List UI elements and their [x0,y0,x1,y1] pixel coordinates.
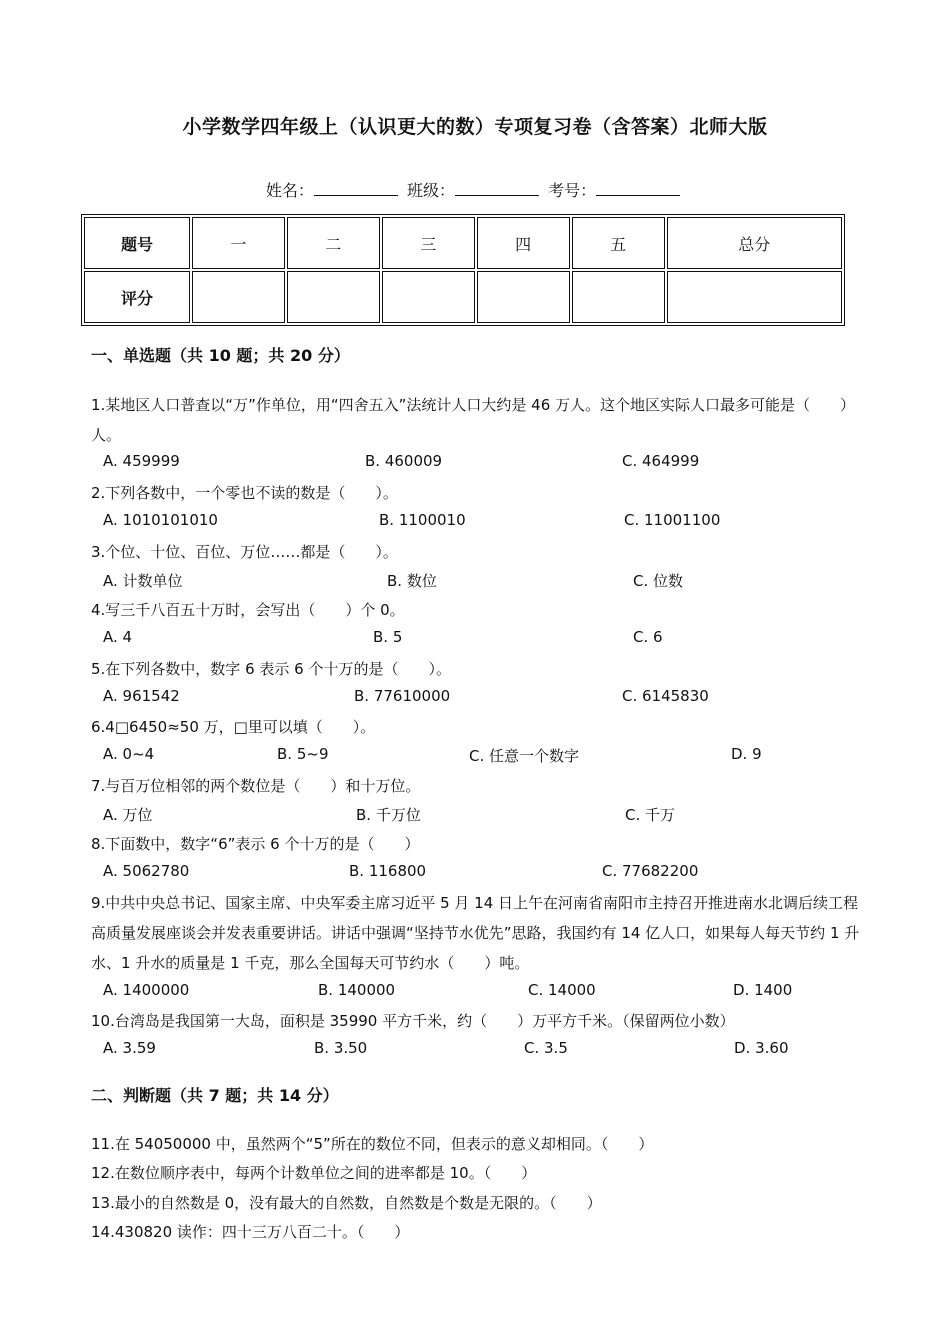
option[interactable]: C. 6145830 [622,687,709,705]
question-8-options [103,862,863,886]
score-cell-header: 四 [477,217,570,269]
question-9: 9.中共中央总书记、国家主席、中央军委主席习近平 5 月 14 日上午在河南省南阳市主持召开推进南水北调后续工程高质量发展座谈会并发表重要讲话。讲话中强调“坚持节水优先”思路，我国约有 14 亿人口，如果每人每天节约 1 升水、1 升水的质量是 1 千克，那么全国每天可节约水（ ）吨。 [91,894,860,972]
score-input-cell[interactable] [382,271,475,323]
question-1: 1.某地区人口普查以“万”作单位，用“四舍五入”法统计人口大约是 46 万人。这个地区实际人口最多可能是（ ）人。 [91,396,856,444]
option[interactable]: A. 459999 [103,452,180,470]
score-cell-header: 题号 [84,217,190,269]
question-7: 7.与百万位相邻的两个数位是（ ）和十万位。 [91,777,421,795]
question-12: 12.在数位顺序表中，每两个计数单位之间的进率都是 10。（ ） [91,1164,537,1182]
score-cell-header: 二 [287,217,380,269]
option[interactable]: D. 1400 [733,981,793,999]
section-2-heading: 二、判断题（共 7 题；共 14 分） [91,1086,339,1105]
name-label: 姓名： [265,181,314,200]
question-3: 3.个位、十位、百位、万位……都是（ ）。 [91,543,398,561]
question-4: 4.写三千八百五十万时，会写出（ ）个 0。 [91,601,405,619]
question-3-options [103,570,863,594]
option[interactable]: A. 4 [103,628,133,646]
score-cell-header: 五 [572,217,665,269]
option[interactable]: B. 5 [373,628,403,646]
option[interactable]: C. 位数 [633,572,684,590]
score-row-label: 评分 [84,271,190,323]
score-input-cell[interactable] [667,271,842,323]
exam-label: 考号： [548,181,597,200]
question-10-options [103,1039,863,1063]
score-input-cell[interactable] [572,271,665,323]
score-table-header-row [84,217,842,269]
question-4-options [103,628,863,652]
question-5: 5.在下列各数中，数字 6 表示 6 个十万的是（ ）。 [91,660,451,678]
score-input-cell[interactable] [192,271,285,323]
score-cell-header: 一 [192,217,285,269]
option[interactable]: C. 464999 [622,452,700,470]
question-6-options [103,745,863,769]
option[interactable]: C. 14000 [528,981,596,999]
exam-blank[interactable] [596,181,680,196]
question-10: 10.台湾岛是我国第一大岛，面积是 35990 平方千米，约（ ）万平方千米。（保留两位小数） [91,1012,735,1030]
question-7-options [103,804,863,828]
option[interactable]: D. 3.60 [734,1039,789,1057]
question-8: 8.下面数中，数字“6”表示 6 个十万的是（ ） [91,835,420,853]
option[interactable]: A. 1400000 [103,981,190,999]
option[interactable]: D. 9 [731,745,762,763]
option[interactable]: A. 计数单位 [103,572,183,590]
option[interactable]: A. 1010101010 [103,511,218,529]
option[interactable]: B. 460009 [365,452,443,470]
option[interactable]: B. 77610000 [354,687,451,705]
option[interactable]: A. 5062780 [103,862,190,880]
question-13: 13.最小的自然数是 0，没有最大的自然数，自然数是个数是无限的。（ ） [91,1194,602,1212]
option[interactable]: A. 万位 [103,806,153,824]
option[interactable]: B. 5~9 [277,745,329,763]
section-1-heading: 一、单选题（共 10 题；共 20 分） [91,346,350,365]
option[interactable]: A. 0~4 [103,745,155,763]
question-6: 6.4□6450≈50 万，□里可以填（ ）。 [91,718,376,736]
option[interactable]: A. 961542 [103,687,180,705]
option[interactable]: C. 3.5 [524,1039,568,1057]
option[interactable]: C. 千万 [625,806,676,824]
option[interactable]: C. 77682200 [602,862,699,880]
option[interactable]: B. 数位 [387,572,437,590]
question-1-options [103,452,863,476]
option[interactable]: C. 任意一个数字 [469,747,580,765]
question-14: 14.430820 读作：四十三万八百二十。（ ） [91,1223,410,1241]
option[interactable]: C. 6 [633,628,663,646]
score-cell-header: 总分 [667,217,842,269]
option[interactable]: B. 1100010 [379,511,466,529]
option[interactable]: A. 3.59 [103,1039,156,1057]
score-input-cell[interactable] [287,271,380,323]
option[interactable]: C. 11001100 [624,511,721,529]
score-cell-header: 三 [382,217,475,269]
question-2-options [103,511,863,535]
name-blank[interactable] [314,181,398,196]
page-title: 小学数学四年级上（认识更大的数）专项复习卷（含答案）北师大版 [182,116,768,138]
option[interactable]: B. 140000 [318,981,396,999]
score-table [81,214,845,326]
question-11: 11.在 54050000 中，虽然两个“5”所在的数位不同，但表示的意义却相同。（ ） [91,1135,654,1153]
class-blank[interactable] [455,181,539,196]
class-label: 班级： [406,181,455,200]
score-table-score-row [84,271,842,323]
question-2: 2.下列各数中，一个零也不读的数是（ ）。 [91,484,398,502]
score-input-cell[interactable] [477,271,570,323]
question-5-options [103,687,863,711]
option[interactable]: B. 116800 [349,862,427,880]
student-info-line [0,178,950,201]
question-9-options [103,981,863,1005]
option[interactable]: B. 3.50 [314,1039,368,1057]
option[interactable]: B. 千万位 [356,806,421,824]
